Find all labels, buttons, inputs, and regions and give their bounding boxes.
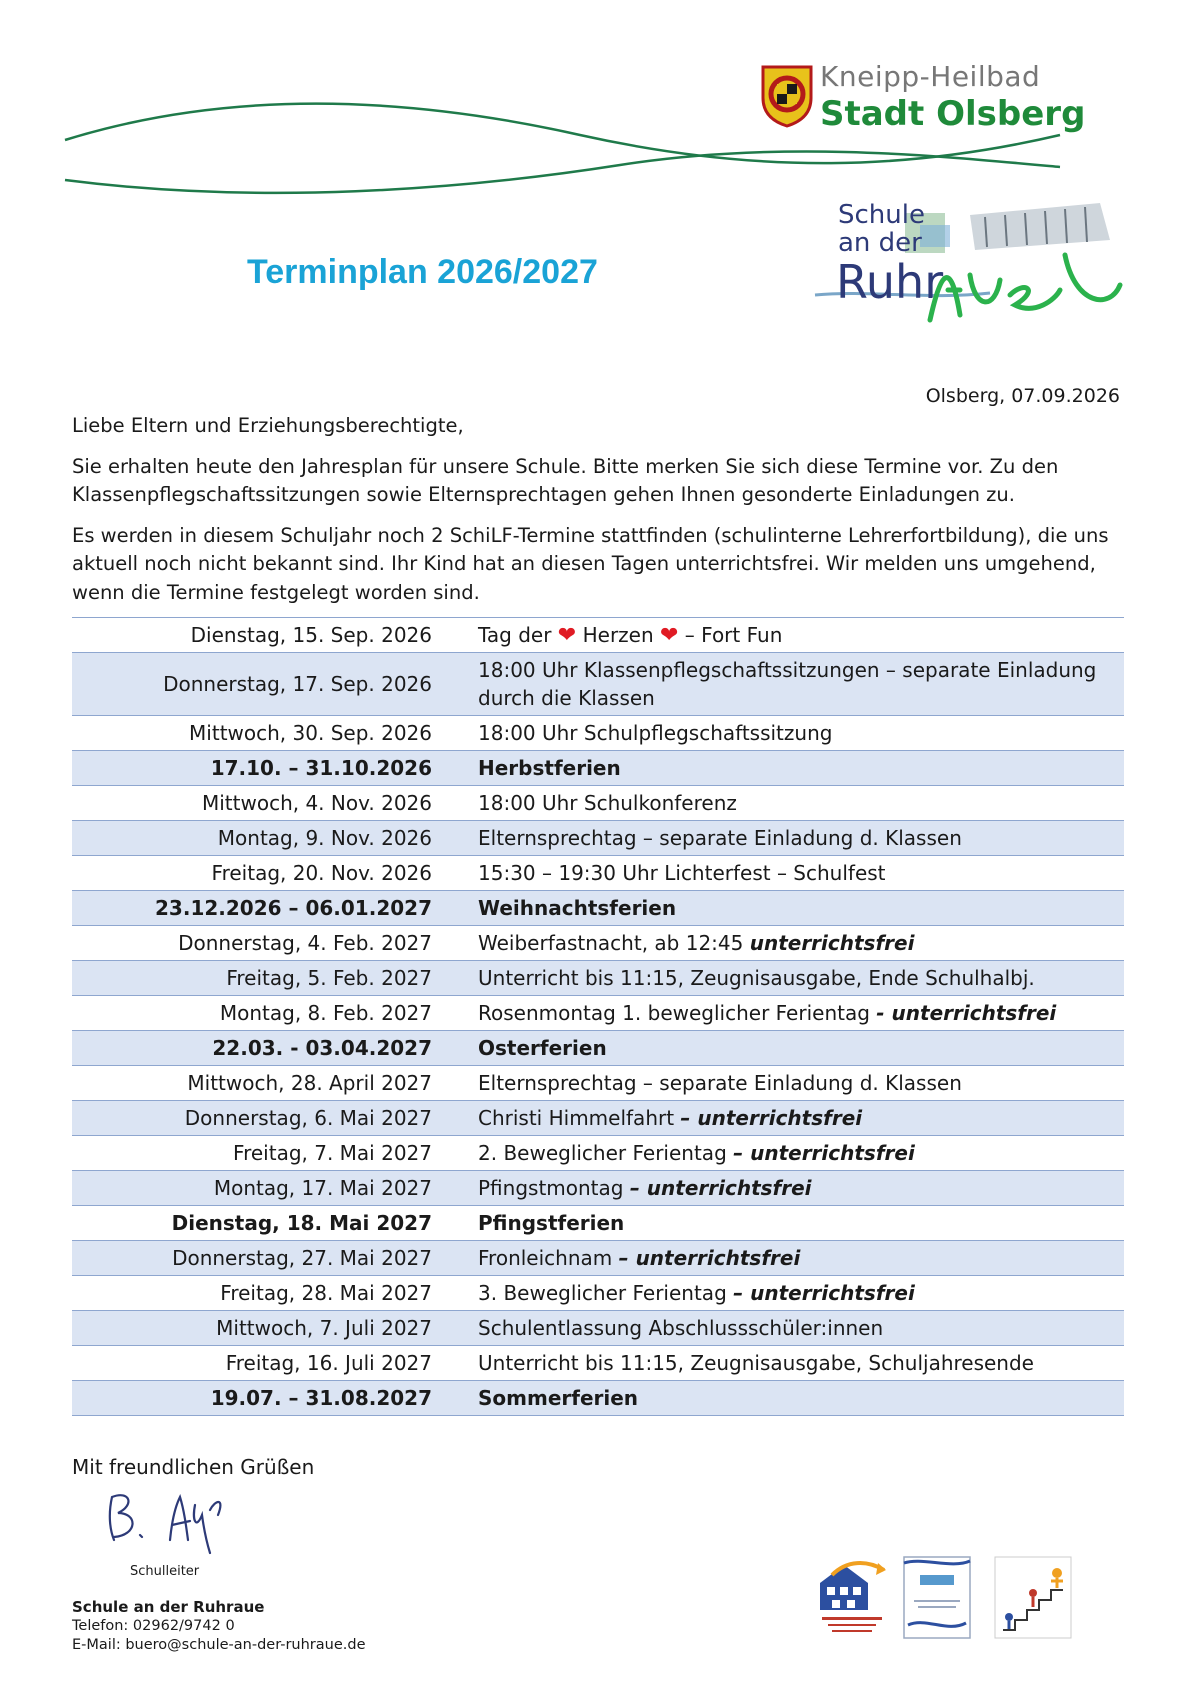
event-date: Donnerstag, 6. Mai 2027 xyxy=(72,1101,467,1136)
table-row xyxy=(72,1101,1124,1136)
event-date: 19.07. – 31.08.2027 xyxy=(72,1381,467,1416)
event-date: Dienstag, 15. Sep. 2026 xyxy=(72,618,467,653)
table-row xyxy=(72,618,1124,653)
event-date: Mittwoch, 7. Juli 2027 xyxy=(72,1311,467,1346)
school-logo-text-ruhr: Ruhr xyxy=(836,255,944,309)
event-description: 18:00 Uhr Schulpflegschaftssitzung xyxy=(467,716,1124,751)
table-row xyxy=(72,1206,1124,1241)
event-description: 15:30 – 19:30 Uhr Lichterfest – Schulfest xyxy=(467,856,1124,891)
city-name-line1: Kneipp-Heilbad xyxy=(820,60,1041,93)
event-description: Herbstferien xyxy=(467,751,1124,786)
event-date: Freitag, 28. Mai 2027 xyxy=(72,1276,467,1311)
event-date: Freitag, 16. Juli 2027 xyxy=(72,1346,467,1381)
event-date: Freitag, 7. Mai 2027 xyxy=(72,1136,467,1171)
table-row xyxy=(72,1136,1124,1171)
event-description: Fronleichnam – unterrichtsfrei xyxy=(467,1241,1124,1276)
event-date: Freitag, 20. Nov. 2026 xyxy=(72,856,467,891)
event-description: Christi Himmelfahrt – unterrichtsfrei xyxy=(467,1101,1124,1136)
heart-icon: ❤ xyxy=(557,622,577,648)
table-row xyxy=(72,1311,1124,1346)
table-row xyxy=(72,1066,1124,1101)
event-description: 2. Beweglicher Ferientag – unterrichtsfrei xyxy=(467,1136,1124,1171)
event-description: Pfingstmontag – unterrichtsfrei xyxy=(467,1171,1124,1206)
table-row xyxy=(72,996,1124,1031)
event-date: Mittwoch, 4. Nov. 2026 xyxy=(72,786,467,821)
table-row xyxy=(72,926,1124,961)
event-date: Freitag, 5. Feb. 2027 xyxy=(72,961,467,996)
page-title: Terminplan 2026/2027 xyxy=(247,253,598,291)
event-date: 22.03. - 03.04.2027 xyxy=(72,1031,467,1066)
event-description: Schulentlassung Abschlussschüler:innen xyxy=(467,1311,1124,1346)
salutation: Liebe Eltern und Erziehungsberechtigte, xyxy=(72,414,464,437)
event-description: Unterricht bis 11:15, Zeugnisausgabe, Ende Schulhalbj. xyxy=(467,961,1124,996)
event-description: Weiberfastnacht, ab 12:45 unterrichtsfrei xyxy=(467,926,1124,961)
stairs-figures-badge-icon xyxy=(993,1555,1073,1640)
kneipp-certificate-badge-icon xyxy=(902,1555,972,1640)
event-date: Donnerstag, 4. Feb. 2027 xyxy=(72,926,467,961)
table-row xyxy=(72,891,1124,926)
event-date: Dienstag, 18. Mai 2027 xyxy=(72,1206,467,1241)
table-row xyxy=(72,786,1124,821)
table-row xyxy=(72,1031,1124,1066)
phone-number: Telefon: 02962/9742 0 xyxy=(72,1618,235,1634)
event-date: Donnerstag, 27. Mai 2027 xyxy=(72,1241,467,1276)
intro-text xyxy=(72,412,1132,619)
intro-paragraph-2: Es werden in diesem Schuljahr noch 2 SchiLF-Termine stattfinden (schulinterne Lehrerfortbildung), die uns aktuell noch nicht bekannt sind. Ihr Kind hat an diesen Tagen unterrichtsfrei. Wir melden uns umgehend, wenn die Termine festgelegt worden sind. xyxy=(72,523,1109,604)
contact-block xyxy=(72,1598,366,1655)
schedule-table xyxy=(72,617,1124,1416)
school-name: Schule an der Ruhraue xyxy=(72,1598,265,1616)
event-description: 3. Beweglicher Ferientag – unterrichtsfrei xyxy=(467,1276,1124,1311)
event-date: Montag, 17. Mai 2027 xyxy=(72,1171,467,1206)
event-description: Unterricht bis 11:15, Zeugnisausgabe, Schuljahresende xyxy=(467,1346,1124,1381)
event-description: Sommerferien xyxy=(467,1381,1124,1416)
city-crest-icon xyxy=(760,64,814,128)
email-address: E-Mail: buero@schule-an-der-ruhraue.de xyxy=(72,1637,366,1653)
event-date: Montag, 8. Feb. 2027 xyxy=(72,996,467,1031)
event-date: Mittwoch, 30. Sep. 2026 xyxy=(72,716,467,751)
signer-role: Schulleiter xyxy=(130,1564,200,1579)
event-description: 18:00 Uhr Schulkonferenz xyxy=(467,786,1124,821)
city-logo xyxy=(760,60,1086,140)
table-row xyxy=(72,856,1124,891)
event-description: Elternsprechtag – separate Einladung d. Klassen xyxy=(467,821,1124,856)
event-date: Donnerstag, 17. Sep. 2026 xyxy=(72,653,467,716)
city-name-line2: Stadt Olsberg xyxy=(820,94,1086,134)
table-row xyxy=(72,716,1124,751)
event-date: Montag, 9. Nov. 2026 xyxy=(72,821,467,856)
berufswahl-siegel-badge-icon xyxy=(812,1555,892,1640)
table-row xyxy=(72,961,1124,996)
event-description: Elternsprechtag – separate Einladung d. Klassen xyxy=(467,1066,1124,1101)
table-row xyxy=(72,1276,1124,1311)
school-logo-text-schule: Schule xyxy=(838,200,925,230)
table-row xyxy=(72,821,1124,856)
event-description: Tag der ❤ Herzen ❤ – Fort Fun xyxy=(467,618,1124,653)
event-description: Osterferien xyxy=(467,1031,1124,1066)
event-description: Weihnachtsferien xyxy=(467,891,1124,926)
heart-icon: ❤ xyxy=(660,622,679,648)
table-row xyxy=(72,1381,1124,1416)
table-row xyxy=(72,1241,1124,1276)
intro-paragraph-1: Sie erhalten heute den Jahresplan für unsere Schule. Bitte merken Sie sich diese Termine vor. Zu den Klassenpflegschaftssitzungen sowie Elternsprechtagen gehen Ihnen gesonderte Einladungen zu. xyxy=(72,454,1059,506)
date-place: Olsberg, 07.09.2026 xyxy=(925,385,1120,407)
signature-graphic xyxy=(100,1485,240,1555)
table-row xyxy=(72,751,1124,786)
event-description: 18:00 Uhr Klassenpflegschaftssitzungen – separate Einladung durch die Klassen xyxy=(467,653,1124,716)
table-row xyxy=(72,1346,1124,1381)
school-logo-text-an-der: an der xyxy=(838,228,922,258)
closing-greeting: Mit freundlichen Grüßen xyxy=(72,1455,315,1479)
event-date: Mittwoch, 28. April 2027 xyxy=(72,1066,467,1101)
event-description: Rosenmontag 1. beweglicher Ferientag - unterrichtsfrei xyxy=(467,996,1124,1031)
event-description: Pfingstferien xyxy=(467,1206,1124,1241)
school-logo xyxy=(810,195,1130,355)
event-date: 17.10. – 31.10.2026 xyxy=(72,751,467,786)
table-row xyxy=(72,1171,1124,1206)
event-date: 23.12.2026 – 06.01.2027 xyxy=(72,891,467,926)
table-row xyxy=(72,653,1124,716)
